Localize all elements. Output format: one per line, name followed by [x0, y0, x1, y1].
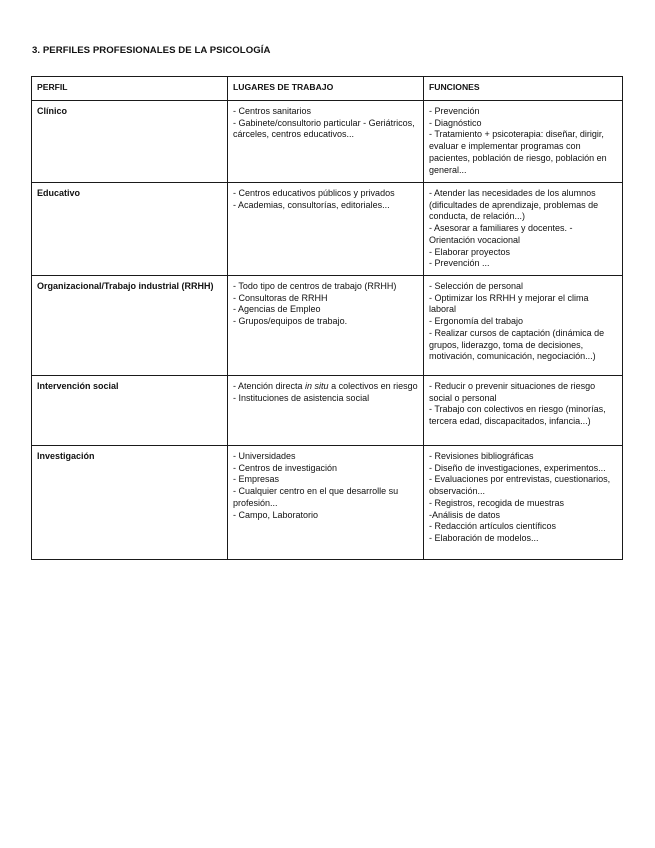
lugar-item: - Academias, consultorías, editoriales... [233, 199, 390, 210]
funcion-item: - Optimizar los RRHH y mejorar el clima laboral [429, 292, 592, 315]
funcion-item: - Redacción artículos científicos [429, 521, 557, 532]
funcion-item: - Selección de personal [429, 281, 524, 291]
funcion-item: - Diagnóstico [429, 117, 482, 128]
lugar-item: - Grupos/equipos de trabajo. [233, 316, 348, 327]
lugar-item: - Agencias de Empleo [233, 304, 321, 315]
funcion-item: - Prevención [429, 106, 480, 116]
funcion-item: - Ergonomía del trabajo [429, 316, 524, 327]
lugares-cell [228, 183, 424, 276]
perfil-name: Organizacional/Trabajo industrial (RRHH) [37, 281, 214, 291]
header-lugares: LUGARES DE TRABAJO [228, 77, 424, 101]
lugar-item: - Centros de investigación [233, 462, 338, 473]
funcion-item: - Elaborar proyectos [429, 246, 511, 257]
lugar-item: - Consultoras de RRHH [233, 292, 328, 303]
perfil-name: Educativo [37, 188, 81, 198]
funcion-item: - Tratamiento + psicoterapia: diseñar, dirigir, evaluar e implementar programas con pacientes, población de riesgo, población en general... [429, 129, 610, 175]
lugar-item: - Todo tipo de centros de trabajo (RRHH) [233, 281, 397, 291]
funciones-cell [424, 101, 623, 183]
lugar-item: - Gabinete/consultorio particular - Geriátricos, cárceles, centros educativos... [233, 117, 418, 140]
funcion-item: - Revisiones bibliográficas [429, 451, 534, 461]
funciones-cell [424, 376, 623, 446]
header-funciones: FUNCIONES [424, 77, 623, 101]
funcion-item: -Análisis de datos [429, 509, 501, 520]
perfil-cell [32, 376, 228, 446]
perfil-name: Investigación [37, 451, 95, 461]
lugar-item: - Instituciones de asistencia social [233, 392, 370, 403]
lugar-item: - Cualquier centro en el que desarrolle su profesión... [233, 486, 401, 508]
table-row [32, 183, 623, 276]
lugar-item [233, 381, 419, 393]
lugar-item: - Centros sanitarios [233, 106, 312, 116]
funcion-item: - Elaboración de modelos... [429, 532, 539, 543]
funcion-item: - Diseño de investigaciones, experimentos... [429, 462, 606, 473]
funcion-item: - Asesorar a familiares y docentes. - Orientación vocacional [429, 223, 576, 245]
funciones-cell [424, 276, 623, 376]
table-row [32, 276, 623, 376]
table-header-row [32, 77, 623, 101]
funcion-item: - Trabajo con colectivos en riesgo (minorías, tercera edad, discapacitados, infancia...) [429, 404, 609, 427]
perfil-cell [32, 101, 228, 183]
section-title: 3. PERFILES PROFESIONALES DE LA PSICOLOGÍA [32, 45, 271, 56]
profiles-table [31, 76, 623, 560]
perfil-cell [32, 446, 228, 560]
perfil-name: Clínico [37, 106, 68, 116]
perfil-cell [32, 276, 228, 376]
lugar-text: a colectivos en riesgo [328, 381, 418, 391]
lugares-cell [228, 446, 424, 560]
funcion-item: - Prevención ... [429, 258, 490, 269]
funcion-item: - Registros, recogida de muestras [429, 497, 565, 508]
lugar-item: - Empresas [233, 474, 280, 485]
table-row [32, 446, 623, 560]
funciones-cell [424, 183, 623, 276]
header-perfil: PERFIL [32, 77, 228, 101]
lugar-item: - Campo, Laboratorio [233, 509, 319, 520]
table-row [32, 101, 623, 183]
funcion-item: - Realizar cursos de captación (dinámica de grupos, liderazgo, toma de decisiones, motivación, comunicación, negociación...) [429, 327, 607, 362]
lugar-text: - Atención directa [233, 381, 306, 391]
perfil-cell [32, 183, 228, 276]
lugares-cell [228, 101, 424, 183]
lugares-cell [228, 276, 424, 376]
table-row [32, 376, 623, 446]
perfil-name: Intervención social [37, 381, 119, 391]
funcion-item: - Reducir o prevenir situaciones de riesgo social o personal [429, 381, 598, 403]
lugar-item: - Centros educativos públicos y privados [233, 188, 395, 198]
funcion-item: - Evaluaciones por entrevistas, cuestionarios, observación... [429, 474, 613, 497]
funcion-item: - Atender las necesidades de los alumnos (dificultades de aprendizaje, problemas de conducta, de relación...) [429, 188, 601, 222]
lugar-emphasis: in situ [305, 381, 329, 391]
lugares-cell [228, 376, 424, 446]
lugar-item: - Universidades [233, 451, 296, 461]
funciones-cell [424, 446, 623, 560]
